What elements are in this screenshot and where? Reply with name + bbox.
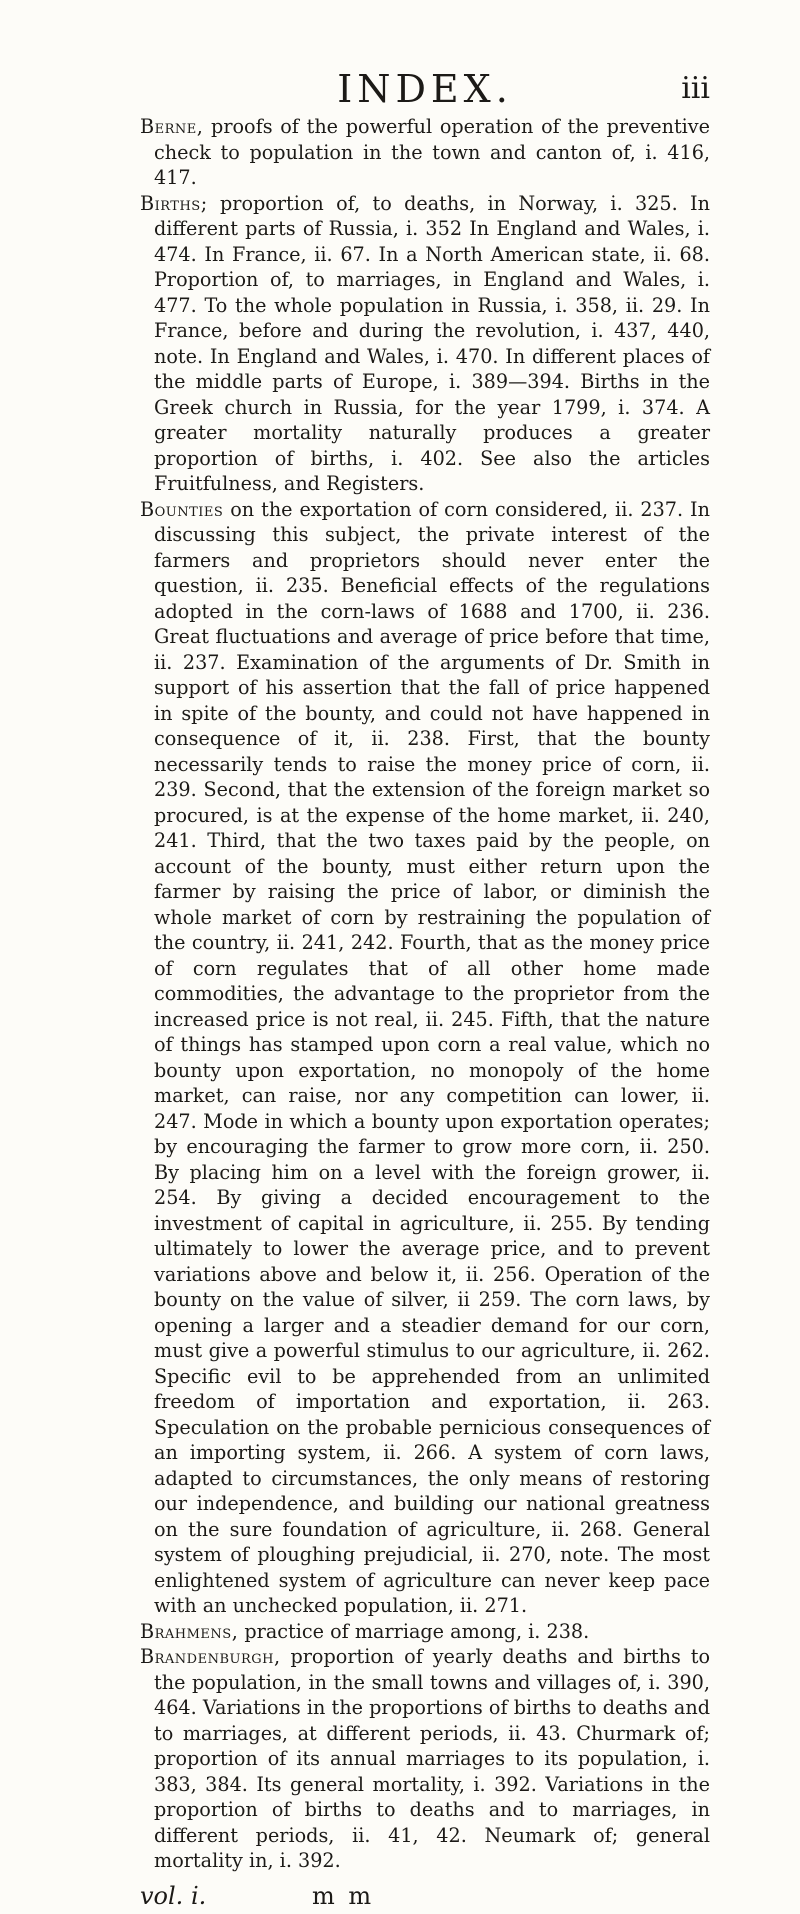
entry-heading: Brahmens, <box>140 1619 239 1643</box>
page-footer <box>140 1882 710 1914</box>
page-title: INDEX. <box>337 67 513 111</box>
signature-mark: m m <box>312 1881 375 1910</box>
entry-text: proofs of the powerful operation of the preventive check to population in the town and canton of, i. 416, 417. <box>154 115 710 189</box>
entry-heading: Births; <box>140 191 208 215</box>
entry-text: practice of marriage among, i. 238. <box>238 1619 590 1643</box>
entry-text: on the exportation of corn considered, ii. 237. In discussing this subject, the private interest of the farmers and proprietors should never enter the question, ii. 235. Beneficial effects of the regulations adopted in the corn-laws of 1688 and 1700, ii. 236. Great fluctuations and average of price before that time, ii. 237. Examination of the arguments of Dr. Smith in support of his assertion that the fall of price happened in spite of the bounty, and could not have happened in consequence of it, ii. 238. First, that the bounty necessarily tends to raise the money price of corn, ii. 239. Second, that the extension of the foreign market so procured, is at the expense of the home market, ii. 240, 241. Third, that the two taxes paid by the people, on account of the bounty, must either return upon the farmer by raising the price of labor, or diminish the whole market of corn by restraining the population of the country, ii. 241, 242. Fourth, that as the money price of corn regulates that of all other home made commodities, the advantage to the proprietor from the increased price is not real, ii. 245. Fifth, that the nature of things has stamped upon corn a real value, which no bounty upon exportation, no monopoly of the home market, can raise, nor any competition can lower, ii. 247. Mode in which a bounty upon exportation operates; by encouraging the farmer to grow more corn, ii. 250. By placing him on a level with the foreign grower, ii. 254. By giving a decided encouragement to the investment of capital in agriculture, ii. 255. By tending ultimately to lower the average price, and to prevent variations above and below it, ii. 256. Operation of the bounty on the value of silver, ii 259. The corn laws, by opening a larger and a steadier demand for our corn, must give a powerful stimulus to our agriculture, ii. 262. Specific evil to be apprehended from an unlimited freedom of importation and exportation, ii. 263. Speculation on the probable pernicious consequences of an importing system, ii. 266. A system of corn laws, adapted to circumstances, the only means of restoring our independence, and building our national greatness on the sure foundation of agriculture, ii. 268. General system of ploughing prejudicial, ii. 270, note. The most enlightened system of agriculture can never keep pace with an unchecked population, ii. 271. <box>154 497 710 1617</box>
page-number: iii <box>681 71 710 106</box>
index-entry-berne <box>140 114 710 191</box>
index-entry-births <box>140 191 710 497</box>
index-entry-bounties <box>140 497 710 1619</box>
entry-heading: Bounties <box>140 497 224 521</box>
index-entry-brandenburgh <box>140 1644 710 1874</box>
entry-text: proportion of yearly deaths and births to the population, in the small towns and villages of, i. 390, 464. Variations in the proportions of births to deaths and to marriages, at different periods, ii. 43. Churmark of; proportion of its annual marriages to its population, i. 383, 384. Its general mortality, i. 392. Variations in the proportion of births to deaths and to marriages, in different periods, ii. 41, 42. Neumark of; general mortality in, i. 392. <box>154 1645 710 1872</box>
index-entries <box>140 114 710 1874</box>
page-header <box>140 68 710 110</box>
entry-heading: Berne, <box>140 115 204 138</box>
index-entry-brahmens <box>140 1619 710 1645</box>
entry-text: proportion of, to deaths, in Norway, i. 325. In different parts of Russia, i. 352 In England and Wales, i. 474. In France, ii. 67. In a North American state, ii. 68. Proportion of, to marriages, in England and Wales, i. 477. To the whole population in Russia, i. 358, ii. 29. In France, before and during the revolution, i. 437, 440, note. In England and Wales, i. 470. In different places of the middle parts of Europe, i. 389—394. Births in the Greek church in Russia, for the year 1799, i. 374. A greater mortality naturally produces a greater proportion of births, i. 402. See also the articles Fruitfulness, and Registers. <box>154 191 710 495</box>
volume-label: vol. i. <box>140 1881 207 1910</box>
entry-heading: Brandenburgh, <box>140 1645 281 1668</box>
